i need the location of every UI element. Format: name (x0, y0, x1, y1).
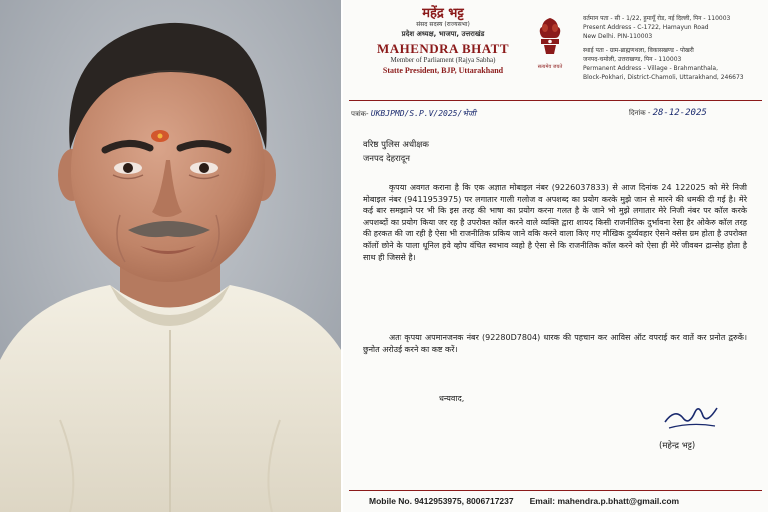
role-hindi: प्रदेश अध्यक्ष, भाजपा, उत्तराखंड (401, 30, 485, 38)
mp-english: Member of Parliament (Rajya Sabha) (390, 56, 496, 64)
present-address-hindi: वर्तमान पता - सी - 1/22, हुमायूँ रोड, नई दिल्ली, पिन - 110003 (583, 15, 731, 22)
name-hindi: महेंद्र भट्ट (422, 6, 464, 21)
emblem-caption: सत्यमेव जयते (537, 64, 563, 70)
addressee-line-2: जनपद देहरादून (363, 154, 411, 164)
body-paragraph-2: अतः कृपया अपमानजनक नंबर (92280D7804) धारक की पहचान कर आविस ऑट वपराई कर वातें कर प्रनोत द्वरुकें। छुनोत अरोउई करने का कष्ट करें। (363, 333, 747, 354)
letterhead-addresses (583, 14, 765, 82)
name-english: MAHENDRA BHATT (376, 41, 510, 56)
portrait-illustration (0, 0, 341, 512)
addressee (363, 138, 429, 166)
portrait-photo (0, 0, 341, 512)
reference-value: UKBJPMD/S.P.V/2025/भेजी (370, 109, 476, 118)
permanent-address-hindi-1: स्थाई पता - ग्राम-ब्राह्मणथला, विकासखण्ड - पोखरी (583, 47, 694, 54)
national-emblem-icon (535, 16, 565, 60)
signature-icon (661, 398, 721, 434)
role-english: Statte President, BJP, Uttarakhand (382, 66, 504, 75)
date-label: दिनांक - (629, 109, 651, 117)
signature-name: (महेन्द्र भट्ट) (659, 441, 696, 451)
permanent-address: Permanent Address - Village - Brahmanthala, (583, 65, 719, 72)
footer-contact (369, 496, 679, 506)
letter-date (629, 108, 707, 118)
closing: धन्यवाद, (439, 394, 465, 403)
emblem (535, 16, 565, 71)
permanent-block: Block-Pokhari, District-Chamoli, Uttarakhand, 246673 (583, 74, 744, 81)
letter (343, 0, 768, 512)
permanent-address-hindi-2: जनपद-चमोली, उत्तराखण्ड, पिन - 110003 (583, 56, 682, 63)
reference-label: पत्रांक- (351, 110, 369, 118)
date-value: 28-12-2025 (652, 108, 707, 118)
header-divider (349, 100, 762, 101)
present-address: Present Address - C-1722, Hamayun Road (583, 24, 709, 31)
body-paragraph-1: कृपया अवगत कराना है कि एक अज्ञात मोबाइल नंबर (9226037833) से आज दिनांक 24 122025 को मेरे निजी मोबाइल नंबर (9411953975) पर लगातार गाली गलोज व अपशब्द का प्रयोग करके मुझे जान से मारने की धमकी दी गई है। मेरे कई बार समझाने पर भी कि इस तरह की भाषा का प्रयोग करना गलत है के जाने भो मुझे लगातार मेरे निजी नंबर पर कॉल करके अपशब्दों का प्रयोग किया जर रह है उपरोक्त कॉल करने वाले व्यक्ति द्वारा शायद किसी राजनीतिक दुर्भावना रेसा हैर ओकेरु कॉल तरह की हरकत की जा रही है ऐसा भी राजनीतिक प्रकिय जाने वकि करने वाला किए गए मौखिक दुर्व्यवहार ऐसने क्सेस ग्रम होता है उपरोक्त कॉलों छोने के पाला धूनिल हवे व्होप वंचित स्वभाव व्वहो है ऐसा से कि राजनीतिक कॉल करने को ऐसा ही मेरे जीवबन द्रान्सेह होता है साथ ही जिससे है। (363, 183, 747, 262)
mp-hindi: संसद सदस्य (राज्यसभा) (416, 21, 470, 28)
footer-mobile: Mobile No. 9412953975, 8006717237 (369, 496, 514, 506)
present-city: New Delhi. PIN-110003 (583, 33, 653, 40)
addressee-line-1: वरिष्ठ पुलिस अधीक्षक (363, 140, 429, 150)
footer-email: Email: mahendra.p.bhatt@gmail.com (529, 496, 680, 506)
letterhead-left (353, 6, 533, 76)
reference-number (351, 108, 476, 119)
footer-divider (349, 490, 762, 491)
